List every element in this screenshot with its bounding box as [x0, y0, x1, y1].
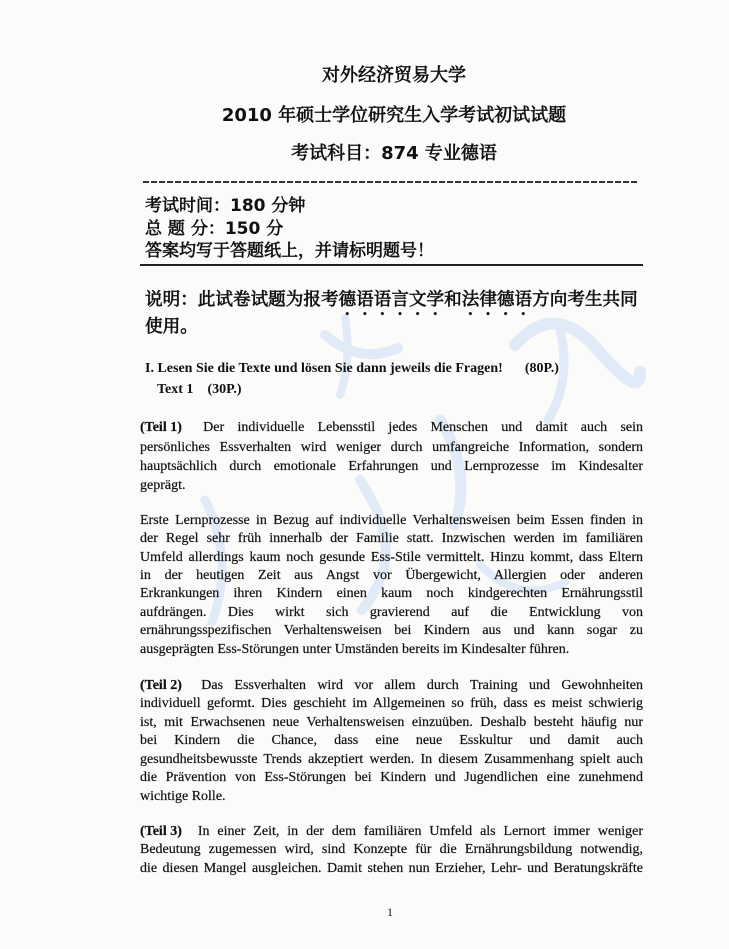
paragraph-line: Erkrankungen ihren Kindern einen kaum noch kindgerechten Ernährungsstil [140, 586, 643, 602]
page-number: 1 [387, 905, 393, 919]
university-name: 对外经济贸易大学 [322, 65, 466, 86]
paragraph-line: der Regel sehr früh innerhalb der Familie statt. Inzwischen werden im familiären [140, 531, 643, 547]
paragraph-line [140, 418, 643, 437]
paragraph-line: hauptsächlich durch emotionale Erfahrungen und Lernprozesse im Kindesalter [140, 458, 643, 474]
total-score: 总 题 分：150 分 [145, 219, 284, 239]
line-text: In einer Zeit, in der dem familiären Umfeld als Lernort immer weniger [197, 823, 644, 839]
line-text: Der individuelle Lebensstil jedes Menschen und damit auch sein [203, 420, 644, 436]
note-text: 方向考生共同 [532, 290, 638, 310]
paragraph-line [140, 823, 643, 842]
answer-instruction: 答案均写于答题纸上，并请标明题号！ [145, 241, 434, 261]
paragraph-line: gesundheitsbewusste Trends akzeptiert werden. In diesem Zusammenhang spielt auch [140, 751, 643, 767]
paragraph-line: die diesen Mangel ausgleichen. Damit stehen nun Erzieher, Lehr- und Beratungskräfte [140, 860, 643, 876]
paragraph-line: geprägt. [140, 478, 186, 494]
paragraph-line: individuell geformt. Dies geschieht im Allgemeinen so früh, dass es meist schwierig [140, 696, 643, 712]
note-line-1 [145, 288, 638, 312]
paragraph-line: ist, mit Erwachsenen neue Verhaltensweisen einzuüben. Deshalb besteht häufig nur [140, 714, 643, 730]
paragraph-teil-1-continued [140, 512, 643, 659]
note-text: 说明：此试卷试题为报考 [145, 290, 339, 310]
section-heading [145, 360, 559, 378]
exam-title: 2010 年硕士学位研究生入学考试初试试题 [221, 105, 567, 126]
exam-subject: 考试科目：874 专业德语 [291, 143, 497, 164]
paragraph-line: die Prävention von Ess-Störungen bei Kindern und Jugendlichen eine zunehmend [140, 770, 643, 786]
dashed-divider [143, 181, 637, 183]
solid-divider [140, 264, 643, 266]
text-points: (30P.) [207, 382, 242, 397]
line-text: Das Essverhalten wird vor allem durch Training und Gewohnheiten [201, 677, 643, 693]
paragraph-teil-1 [140, 418, 643, 495]
note-emphasis-literature: 德语语言文学 [338, 290, 445, 310]
note-emphasis-law: 法律德语 [461, 290, 533, 310]
section-points: (80P.) [524, 361, 559, 376]
paragraph-line [140, 677, 643, 696]
paragraph-line: ausgeprägten Ess-Störungen unter Umständen bereits im Kindesalter führen. [140, 641, 570, 657]
part-label: (Teil 1) [140, 420, 182, 436]
paragraph-line: Umfeld allerdings kaum noch gesunde Ess-Stile vermittelt. Hinzu kommt, dass Eltern [140, 549, 643, 565]
note-text: 和 [444, 290, 462, 310]
note-line-2 [145, 315, 198, 339]
paragraph-line: aufdrängen. Dies wirkt sich gravierend auf die Entwicklung von [140, 604, 643, 620]
paragraph-line: wichtige Rolle. [140, 788, 226, 804]
exam-time: 考试时间：180 分钟 [145, 196, 306, 216]
paragraph-line: persönliches Essverhalten wird weniger durch umfangreiche Information, sondern [140, 439, 643, 455]
paragraph-teil-3 [140, 823, 643, 879]
paragraph-line: Erste Lernprozesse in Bezug auf individuelle Verhaltensweisen beim Essen finden in [140, 512, 643, 528]
note-text: 使用。 [145, 317, 198, 337]
paragraph-line: in der heutigen Zeit aus Angst vor Übergewicht, Allergien oder anderen [140, 567, 643, 583]
text-heading [157, 381, 242, 399]
paragraph-line: bei Kindern die Chance, dass eine neue Esskultur und damit auch [140, 733, 643, 749]
paragraph-teil-2 [140, 677, 643, 807]
paragraph-line: ernährungsspezifischen Verhaltensweisen bei Kindern aus und kann sogar zu [140, 623, 643, 639]
part-label: (Teil 2) [140, 677, 182, 693]
paragraph-line: Bedeutung zugemessen wird, sind Konzepte für die Ernährungsbildung notwendig, [140, 842, 643, 858]
text-label: Text 1 [157, 382, 194, 397]
section-heading-text: I. Lesen Sie die Texte und lösen Sie dann jeweils die Fragen! [145, 361, 503, 376]
part-label: (Teil 3) [140, 823, 182, 839]
